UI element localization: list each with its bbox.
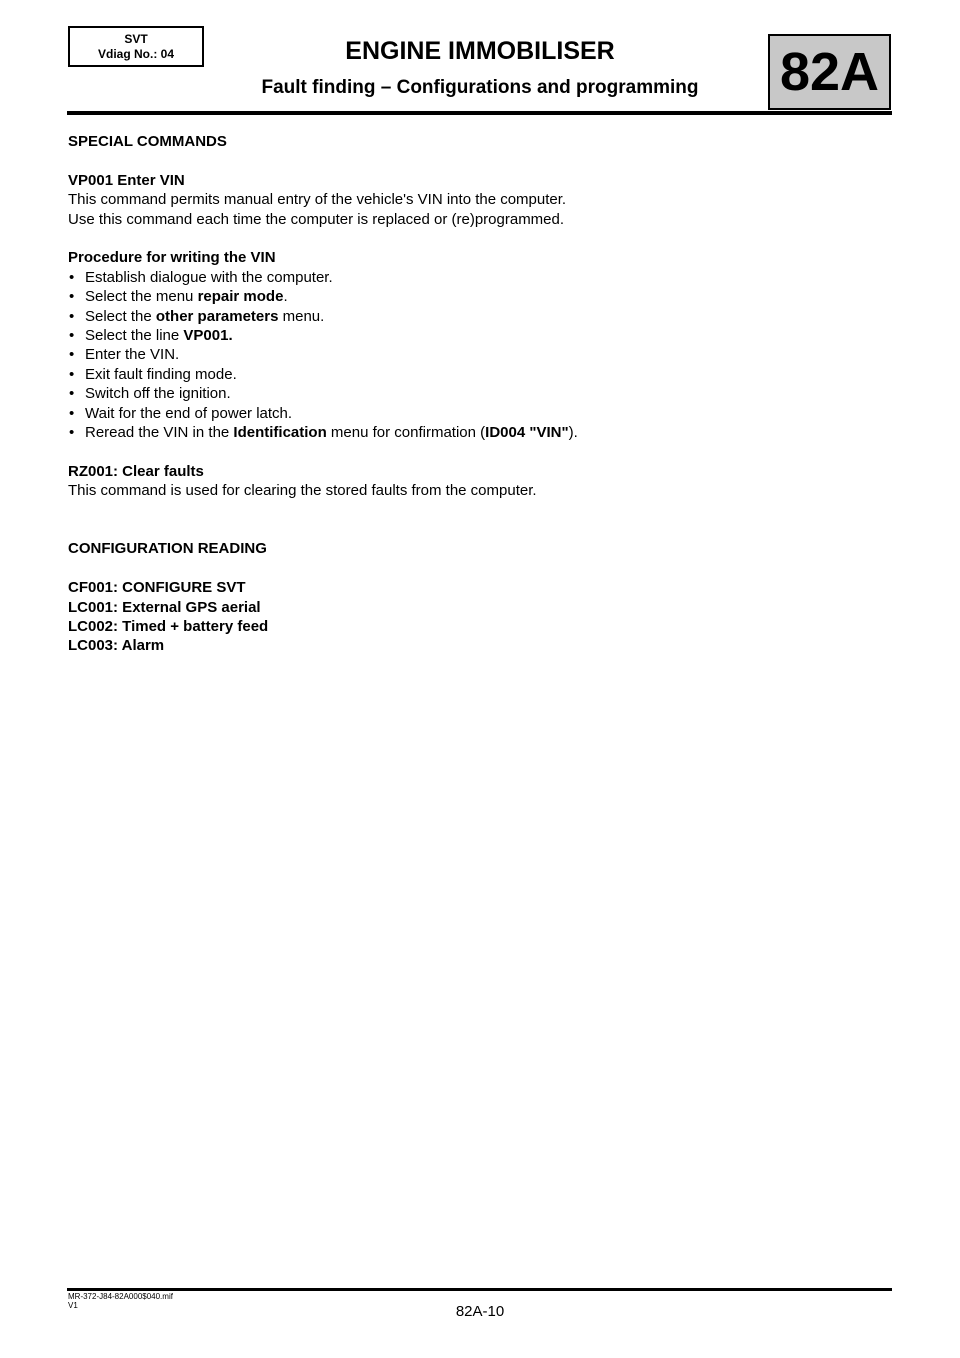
special-commands-heading: SPECIAL COMMANDS [68, 133, 227, 150]
rz001-title: RZ001: Clear faults [68, 462, 204, 480]
config-item-lc003: LC003: Alarm [68, 637, 165, 655]
procedure-step: • Enter the VIN. [69, 346, 180, 364]
vp001-description: This command permits manual entry of the vehicle's VIN into the computer. [68, 191, 567, 209]
procedure-step: • Select the other parameters menu. [69, 307, 325, 325]
config-item-lc002: LC002: Timed + battery feed [68, 618, 269, 636]
main-content [68, 132, 888, 656]
footer-version: V1 [68, 1301, 78, 1310]
vdiag-label: Vdiag No.: 04 [97, 47, 174, 61]
footer-file-reference: MR-372-J84-82A000$040.mif [68, 1292, 173, 1301]
page-number: 82A-10 [455, 1303, 505, 1320]
section-code-badge: 82A [768, 34, 891, 110]
bullet-icon: • [69, 385, 75, 403]
procedure-step: • Establish dialogue with the computer. [69, 268, 333, 286]
bullet-icon: • [69, 327, 75, 345]
procedure-step: • Select the line VP001. [69, 327, 233, 345]
vp001-usage: Use this command each time the computer is replaced or (re)programmed. [68, 210, 565, 228]
bullet-icon: • [69, 424, 75, 442]
system-label: SVT [124, 32, 148, 46]
rz001-description: This command is used for clearing the stored faults from the computer. [68, 482, 537, 500]
bullet-icon: • [69, 268, 75, 286]
bullet-icon: • [69, 365, 75, 383]
config-item-cf001: CF001: CONFIGURE SVT [68, 579, 246, 597]
footer-divider [67, 1288, 892, 1291]
procedure-step: • Select the menu repair mode. [69, 288, 288, 306]
bullet-icon: • [69, 288, 75, 306]
bullet-icon: • [69, 404, 75, 422]
procedure-step: • Exit fault finding mode. [69, 365, 237, 383]
procedure-title: Procedure for writing the VIN [68, 249, 276, 267]
header-divider [67, 111, 892, 115]
bullet-icon: • [69, 307, 75, 325]
document-subtitle: Fault finding – Configurations and programming [261, 77, 699, 98]
procedure-step: • Switch off the ignition. [69, 385, 231, 403]
vp001-title: VP001 Enter VIN [68, 171, 185, 189]
procedure-step: • Wait for the end of power latch. [69, 404, 293, 422]
configuration-reading-heading: CONFIGURATION READING [68, 540, 267, 558]
bullet-icon: • [69, 346, 75, 364]
procedure-steps [68, 268, 888, 443]
procedure-step: • Reread the VIN in the Identification menu for confirmation (ID004 "VIN"). [69, 424, 578, 442]
config-item-lc001: LC001: External GPS aerial [68, 598, 261, 616]
document-title: ENGINE IMMOBILISER [345, 37, 615, 65]
